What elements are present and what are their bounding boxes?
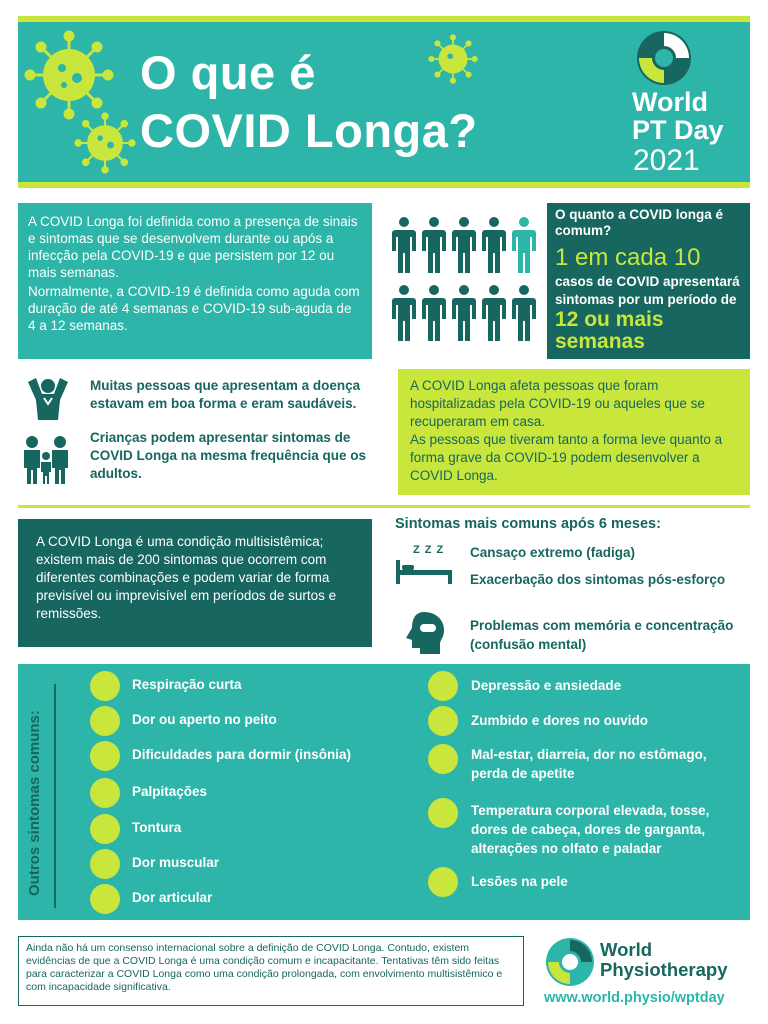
- symptom-post-exertion: Exacerbação dos sintomas pós-esforço: [470, 572, 726, 587]
- prevalence-highlight: 12 ou mais semanas: [555, 308, 664, 353]
- symptom-skin-lesions: Lesões na pele: [471, 874, 568, 889]
- other-symptoms-panel: [18, 664, 750, 920]
- healthy-person-icon: [18, 376, 78, 428]
- thermometer-icon: [428, 798, 458, 828]
- intro-paragraph-2: Normalmente, a COVID-19 é definida como aguda com duração de até 4 semanas e COVID-19 sub-aguda de 4 a 12 semanas.: [28, 284, 360, 333]
- header-bottom-stripe: [18, 182, 750, 188]
- symptom-fatigue: Cansaço extremo (fadiga): [470, 545, 636, 560]
- logo-line-1: World: [632, 87, 708, 117]
- symptom-muscle-pain: Dor muscular: [132, 855, 220, 870]
- main-symptoms-title: Sintomas mais comuns após 6 meses:: [395, 516, 661, 532]
- logo-year: 2021: [633, 144, 700, 177]
- symptom-chest-pain: Dor ou aperto no peito: [132, 712, 277, 727]
- section-divider: [18, 505, 750, 508]
- symptom-depression: Depressão e ansiedade: [471, 678, 622, 693]
- brain-icon: [428, 671, 458, 701]
- multisystem-box: A COVID Longa é uma condição multisistêmica; existem mais de 200 sintomas que ocorrem com diferentes combinações e podem variar de forma previsível ou imprevisível em períodos de surtos e remissões.: [18, 519, 372, 647]
- brand-name: [600, 940, 728, 980]
- insomnia-icon: [90, 741, 120, 771]
- world-physiotherapy-logo-icon: [545, 937, 595, 987]
- symptom-fever: Temperatura corporal elevada, tosse, dores de cabeça, dores de garganta, alterações no olfato e paladar: [471, 803, 710, 856]
- head-brain-icon: [402, 610, 448, 656]
- virus-icon: [24, 30, 114, 120]
- symptom-gastro: Mal-estar, diarreia, dor no estômago, perda de apetite: [471, 747, 707, 781]
- prevalence-box: [547, 203, 750, 359]
- logo-line-2: PT Day: [632, 115, 724, 145]
- other-symptoms-label: [18, 664, 54, 920]
- info-healthy-people: Muitas pessoas que apresentam a doença estavam em boa forma e eram saudáveis.: [90, 378, 361, 411]
- muscle-icon: [90, 849, 120, 879]
- title-line-2: COVID Longa?: [140, 104, 478, 157]
- symptom-tinnitus: Zumbido e dores no ouvido: [471, 713, 648, 728]
- brand-line-2: Physiotherapy: [600, 959, 728, 980]
- joint-icon: [90, 884, 120, 914]
- footer-disclaimer: Ainda não há um consenso internacional sobre a definição de COVID Longa. Contudo, existem evidências de que a COVID Longa é uma condição comum e incapacitante. Tentativas têm sido feitas para caracterizar a COVID Longa como uma condição prolongada, com envolvimento multisistêmico e com incapacidade significativa.: [18, 936, 524, 1006]
- family-icon: [18, 434, 78, 486]
- symptom-dizziness: Tontura: [132, 820, 182, 835]
- breathing-icon: [90, 671, 120, 701]
- other-symptoms-divider: [54, 684, 56, 908]
- other-symptoms-label-text: Outros sintomas comuns:: [26, 710, 43, 896]
- symptom-insomnia: Dificuldades para dormir (insônia): [132, 747, 352, 762]
- website-link[interactable]: www.world.physio/wptday: [544, 990, 725, 1006]
- prevalence-text-part: casos de COVID apresentará sintomas por um período de: [555, 274, 740, 307]
- sleep-zzz-text: Z Z Z: [413, 544, 445, 556]
- ear-icon: [428, 706, 458, 736]
- intro-box: [18, 203, 372, 359]
- info-children: Crianças podem apresentar sintomas de COVID Longa na mesma frequência que os adultos.: [90, 430, 367, 481]
- symptom-shortness-of-breath: Respiração curta: [132, 677, 242, 692]
- heart-icon: [90, 778, 120, 808]
- stomach-icon: [428, 744, 458, 774]
- symptom-palpitations: Palpitações: [132, 784, 208, 799]
- symptom-brain-fog: Problemas com memória e concentração (confusão mental): [470, 618, 734, 652]
- hospitalized-paragraph-1: A COVID Longa afeta pessoas que foram hospitalizadas pela COVID-19 ou aqueles que se recuperaram em casa.: [410, 378, 705, 429]
- hospitalized-paragraph-2: As pessoas que tiveram tanto a forma leve quanto a forma grave da COVID-19 podem desenvolver a COVID Longa.: [410, 432, 723, 483]
- hospitalized-box: [398, 369, 750, 495]
- page-title: [140, 44, 580, 160]
- world-pt-day-logo-icon: [636, 30, 692, 86]
- title-line-1: O que é: [140, 46, 316, 99]
- dizziness-icon: [90, 814, 120, 844]
- virus-icon: [74, 112, 136, 174]
- people-ratio-icon: [392, 216, 542, 346]
- skin-icon: [428, 867, 458, 897]
- prevalence-text: [555, 273, 742, 353]
- intro-paragraph-1: A COVID Longa foi definida como a presença de sinais e sintomas que se desenvolvem durante ou após a infecção pela COVID-19 e que persistem por 12 ou mais semanas.: [28, 214, 358, 280]
- symptom-joint-pain: Dor articular: [132, 890, 213, 905]
- logo-text: [632, 88, 724, 144]
- lungs-icon: [90, 706, 120, 736]
- brand-line-1: World: [600, 939, 653, 960]
- prevalence-ratio: 1 em cada 10: [555, 244, 701, 271]
- prevalence-question: O quanto a COVID longa é comum?: [555, 207, 724, 238]
